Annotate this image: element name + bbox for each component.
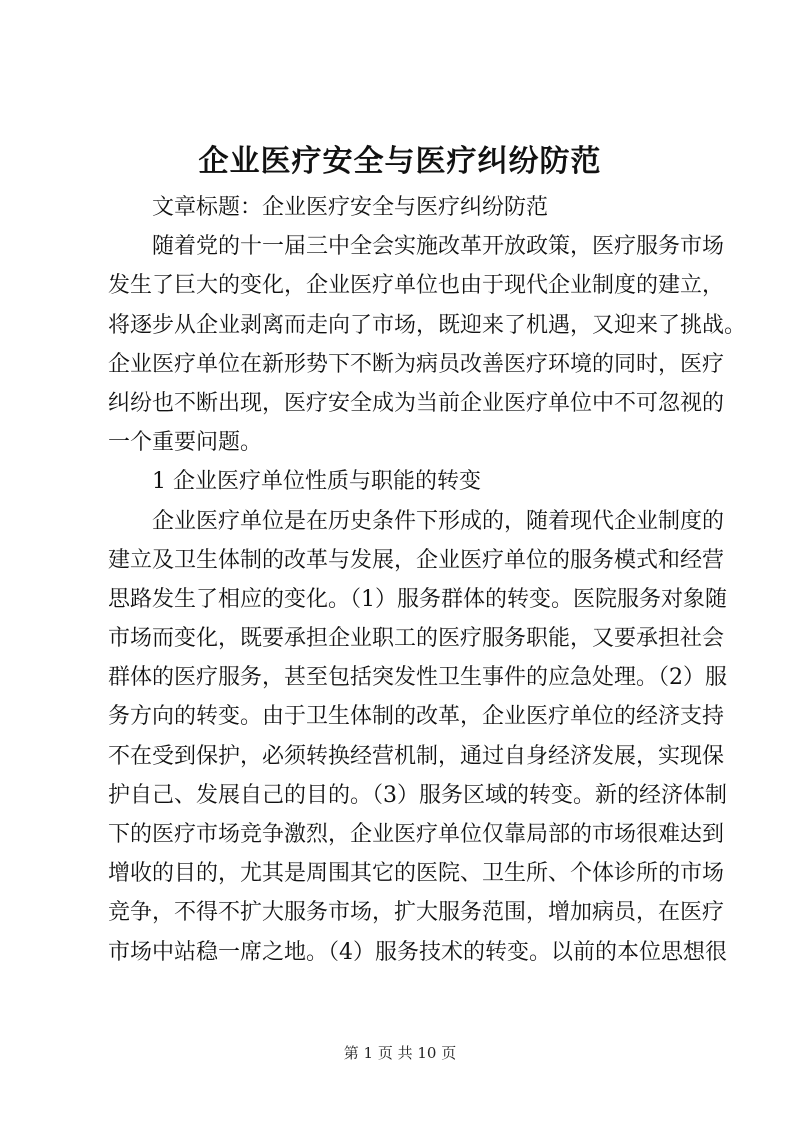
paragraph-line: 随着党的十一届三中全会实施改革开放政策，医疗服务市场	[152, 234, 725, 260]
paragraph-line: 一个重要问题。	[108, 430, 263, 456]
paragraph-line: 增收的目的，尤其是周围其它的医院、卫生所、个体诊所的市场	[108, 861, 725, 887]
paragraph-line: 思路发生了相应的变化。（1）服务群体的转变。医院服务对象随	[108, 586, 727, 612]
paragraph-line: 不在受到保护，必须转换经营机制，通过自身经济发展，实现保	[108, 743, 725, 769]
paragraph-line: 市场而变化，既要承担企业职工的医疗服务职能，又要承担社会	[108, 626, 725, 652]
page-number-footer: 第 1 页 共 10 页	[343, 1044, 457, 1062]
paragraph-line: 企业医疗单位是在历史条件下形成的，随着现代企业制度的	[152, 508, 725, 534]
paragraph-line: 群体的医疗服务，甚至包括突发性卫生事件的应急处理。（2）服	[108, 665, 727, 691]
paragraph-line: 务方向的转变。由于卫生体制的改革，企业医疗单位的经济支持	[108, 704, 725, 730]
paragraph-line: 市场中站稳一席之地。（4）服务技术的转变。以前的本位思想很	[108, 939, 727, 965]
paragraph-line: 将逐步从企业剥离而走向了市场，既迎来了机遇，又迎来了挑战。	[108, 312, 747, 338]
paragraph-line: 竞争，不得不扩大服务市场，扩大服务范围，增加病员，在医疗	[108, 900, 725, 926]
paragraph-line: 企业医疗单位在新形势下不断为病员改善医疗环境的同时，医疗	[108, 351, 725, 377]
paragraph-line: 纠纷也不断出现，医疗安全成为当前企业医疗单位中不可忽视的	[108, 390, 725, 416]
document-body	[108, 188, 747, 972]
section-heading: 1 企业医疗单位性质与职能的转变	[152, 469, 481, 495]
paragraph-line: 护自己、发展自己的目的。（3）服务区域的转变。新的经济体制	[108, 782, 727, 808]
paragraph-line: 发生了巨大的变化，企业医疗单位也由于现代企业制度的建立，	[108, 273, 725, 299]
paragraph-line: 建立及卫生体制的改革与发展，企业医疗单位的服务模式和经营	[108, 547, 725, 573]
document-title: 企业医疗安全与医疗纠纷防范	[198, 144, 602, 179]
article-title-line: 文章标题：企业医疗安全与医疗纠纷防范	[152, 195, 549, 220]
paragraph-line: 下的医疗市场竞争激烈，企业医疗单位仅靠局部的市场很难达到	[108, 822, 725, 847]
